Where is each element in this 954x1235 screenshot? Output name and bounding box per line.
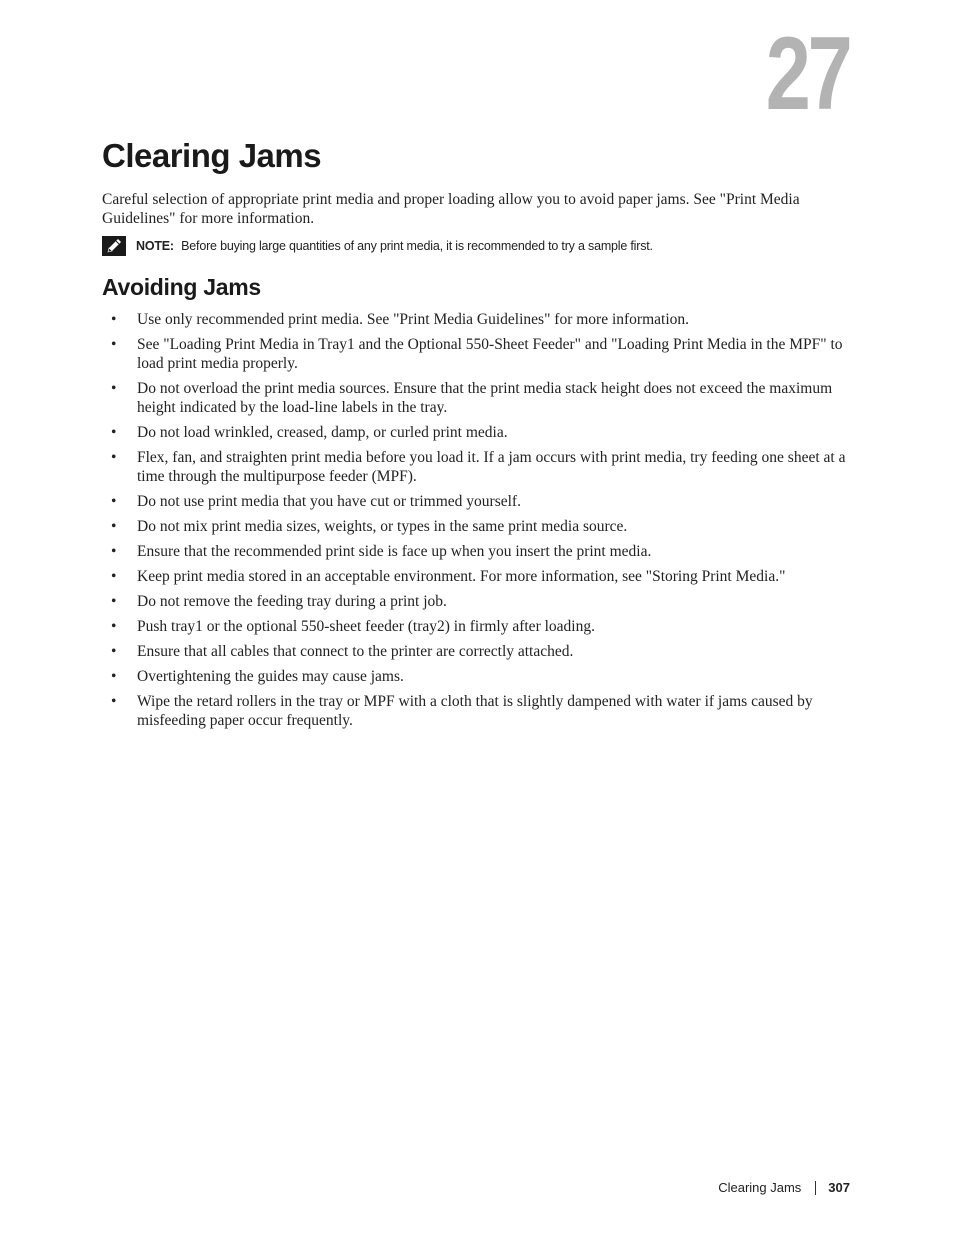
list-item-text: See "Loading Print Media in Tray1 and the Optional 550-Sheet Feeder" and "Loading Print Media in the MPF" to load print media properly. bbox=[137, 336, 843, 372]
list-item bbox=[102, 379, 854, 417]
chapter-number: 27 bbox=[766, 16, 850, 132]
section-title: Avoiding Jams bbox=[102, 274, 261, 300]
list-item-text: Use only recommended print media. See "Print Media Guidelines" for more information. bbox=[137, 311, 690, 328]
footer-divider bbox=[815, 1181, 816, 1195]
list-item bbox=[102, 567, 854, 586]
footer-chapter-title: Clearing Jams bbox=[718, 1180, 802, 1195]
list-item bbox=[102, 310, 854, 329]
list-item-text: Do not use print media that you have cut or trimmed yourself. bbox=[137, 493, 521, 510]
intro-paragraph: Careful selection of appropriate print media and proper loading allow you to avoid paper jams. See "Print Media Guidelines" for more information. bbox=[102, 191, 800, 227]
list-item bbox=[102, 448, 854, 486]
list-item-text: Overtightening the guides may cause jams. bbox=[137, 668, 404, 685]
bullet-mark: • bbox=[111, 380, 117, 397]
avoiding-jams-list bbox=[102, 310, 854, 736]
bullet-mark: • bbox=[111, 311, 117, 328]
bullet-mark: • bbox=[111, 493, 117, 510]
list-item-text: Flex, fan, and straighten print media before you load it. If a jam occurs with print media, try feeding one sheet at a time through the multipurpose feeder (MPF). bbox=[137, 449, 846, 485]
bullet-mark: • bbox=[111, 424, 117, 441]
list-item bbox=[102, 335, 854, 373]
page-title: Clearing Jams bbox=[102, 137, 322, 174]
bullet-mark: • bbox=[111, 643, 117, 660]
list-item bbox=[102, 423, 854, 442]
bullet-mark: • bbox=[111, 543, 117, 560]
list-item-text: Ensure that the recommended print side is face up when you insert the print media. bbox=[137, 543, 652, 560]
list-item-text: Ensure that all cables that connect to the printer are correctly attached. bbox=[137, 643, 574, 660]
bullet-mark: • bbox=[111, 518, 117, 535]
list-item bbox=[102, 517, 854, 536]
list-item-text: Do not mix print media sizes, weights, or types in the same print media source. bbox=[137, 518, 628, 535]
page-footer bbox=[718, 1180, 850, 1195]
list-item-text: Push tray1 or the optional 550-sheet feeder (tray2) in firmly after loading. bbox=[137, 618, 595, 635]
bullet-mark: • bbox=[111, 568, 117, 585]
list-item bbox=[102, 592, 854, 611]
list-item bbox=[102, 542, 854, 561]
bullet-mark: • bbox=[111, 618, 117, 635]
bullet-mark: • bbox=[111, 449, 117, 466]
list-item bbox=[102, 667, 854, 686]
list-item-text: Do not overload the print media sources. Ensure that the print media stack height does not exceed the maximum height indicated by the load-line labels in the tray. bbox=[137, 380, 833, 416]
list-item bbox=[102, 492, 854, 511]
pencil-note-icon bbox=[102, 236, 126, 256]
list-item-text: Keep print media stored in an acceptable environment. For more information, see "Storing Print Media." bbox=[137, 568, 786, 585]
list-item-text: Do not load wrinkled, creased, damp, or curled print media. bbox=[137, 424, 508, 441]
list-item bbox=[102, 692, 854, 730]
footer-page-number: 307 bbox=[828, 1180, 850, 1195]
note-body: Before buying large quantities of any print media, it is recommended to try a sample first. bbox=[181, 239, 653, 253]
list-item-text: Do not remove the feeding tray during a print job. bbox=[137, 593, 447, 610]
bullet-mark: • bbox=[111, 336, 117, 353]
list-item-text: Wipe the retard rollers in the tray or MPF with a cloth that is slightly dampened with water if jams caused by misfeeding paper occur frequently. bbox=[137, 693, 813, 729]
note-label: NOTE: bbox=[136, 239, 174, 253]
bullet-mark: • bbox=[111, 693, 117, 710]
list-item bbox=[102, 617, 854, 636]
bullet-mark: • bbox=[111, 668, 117, 685]
note-text bbox=[136, 237, 653, 255]
note-block bbox=[102, 236, 862, 256]
bullet-mark: • bbox=[111, 593, 117, 610]
list-item bbox=[102, 642, 854, 661]
